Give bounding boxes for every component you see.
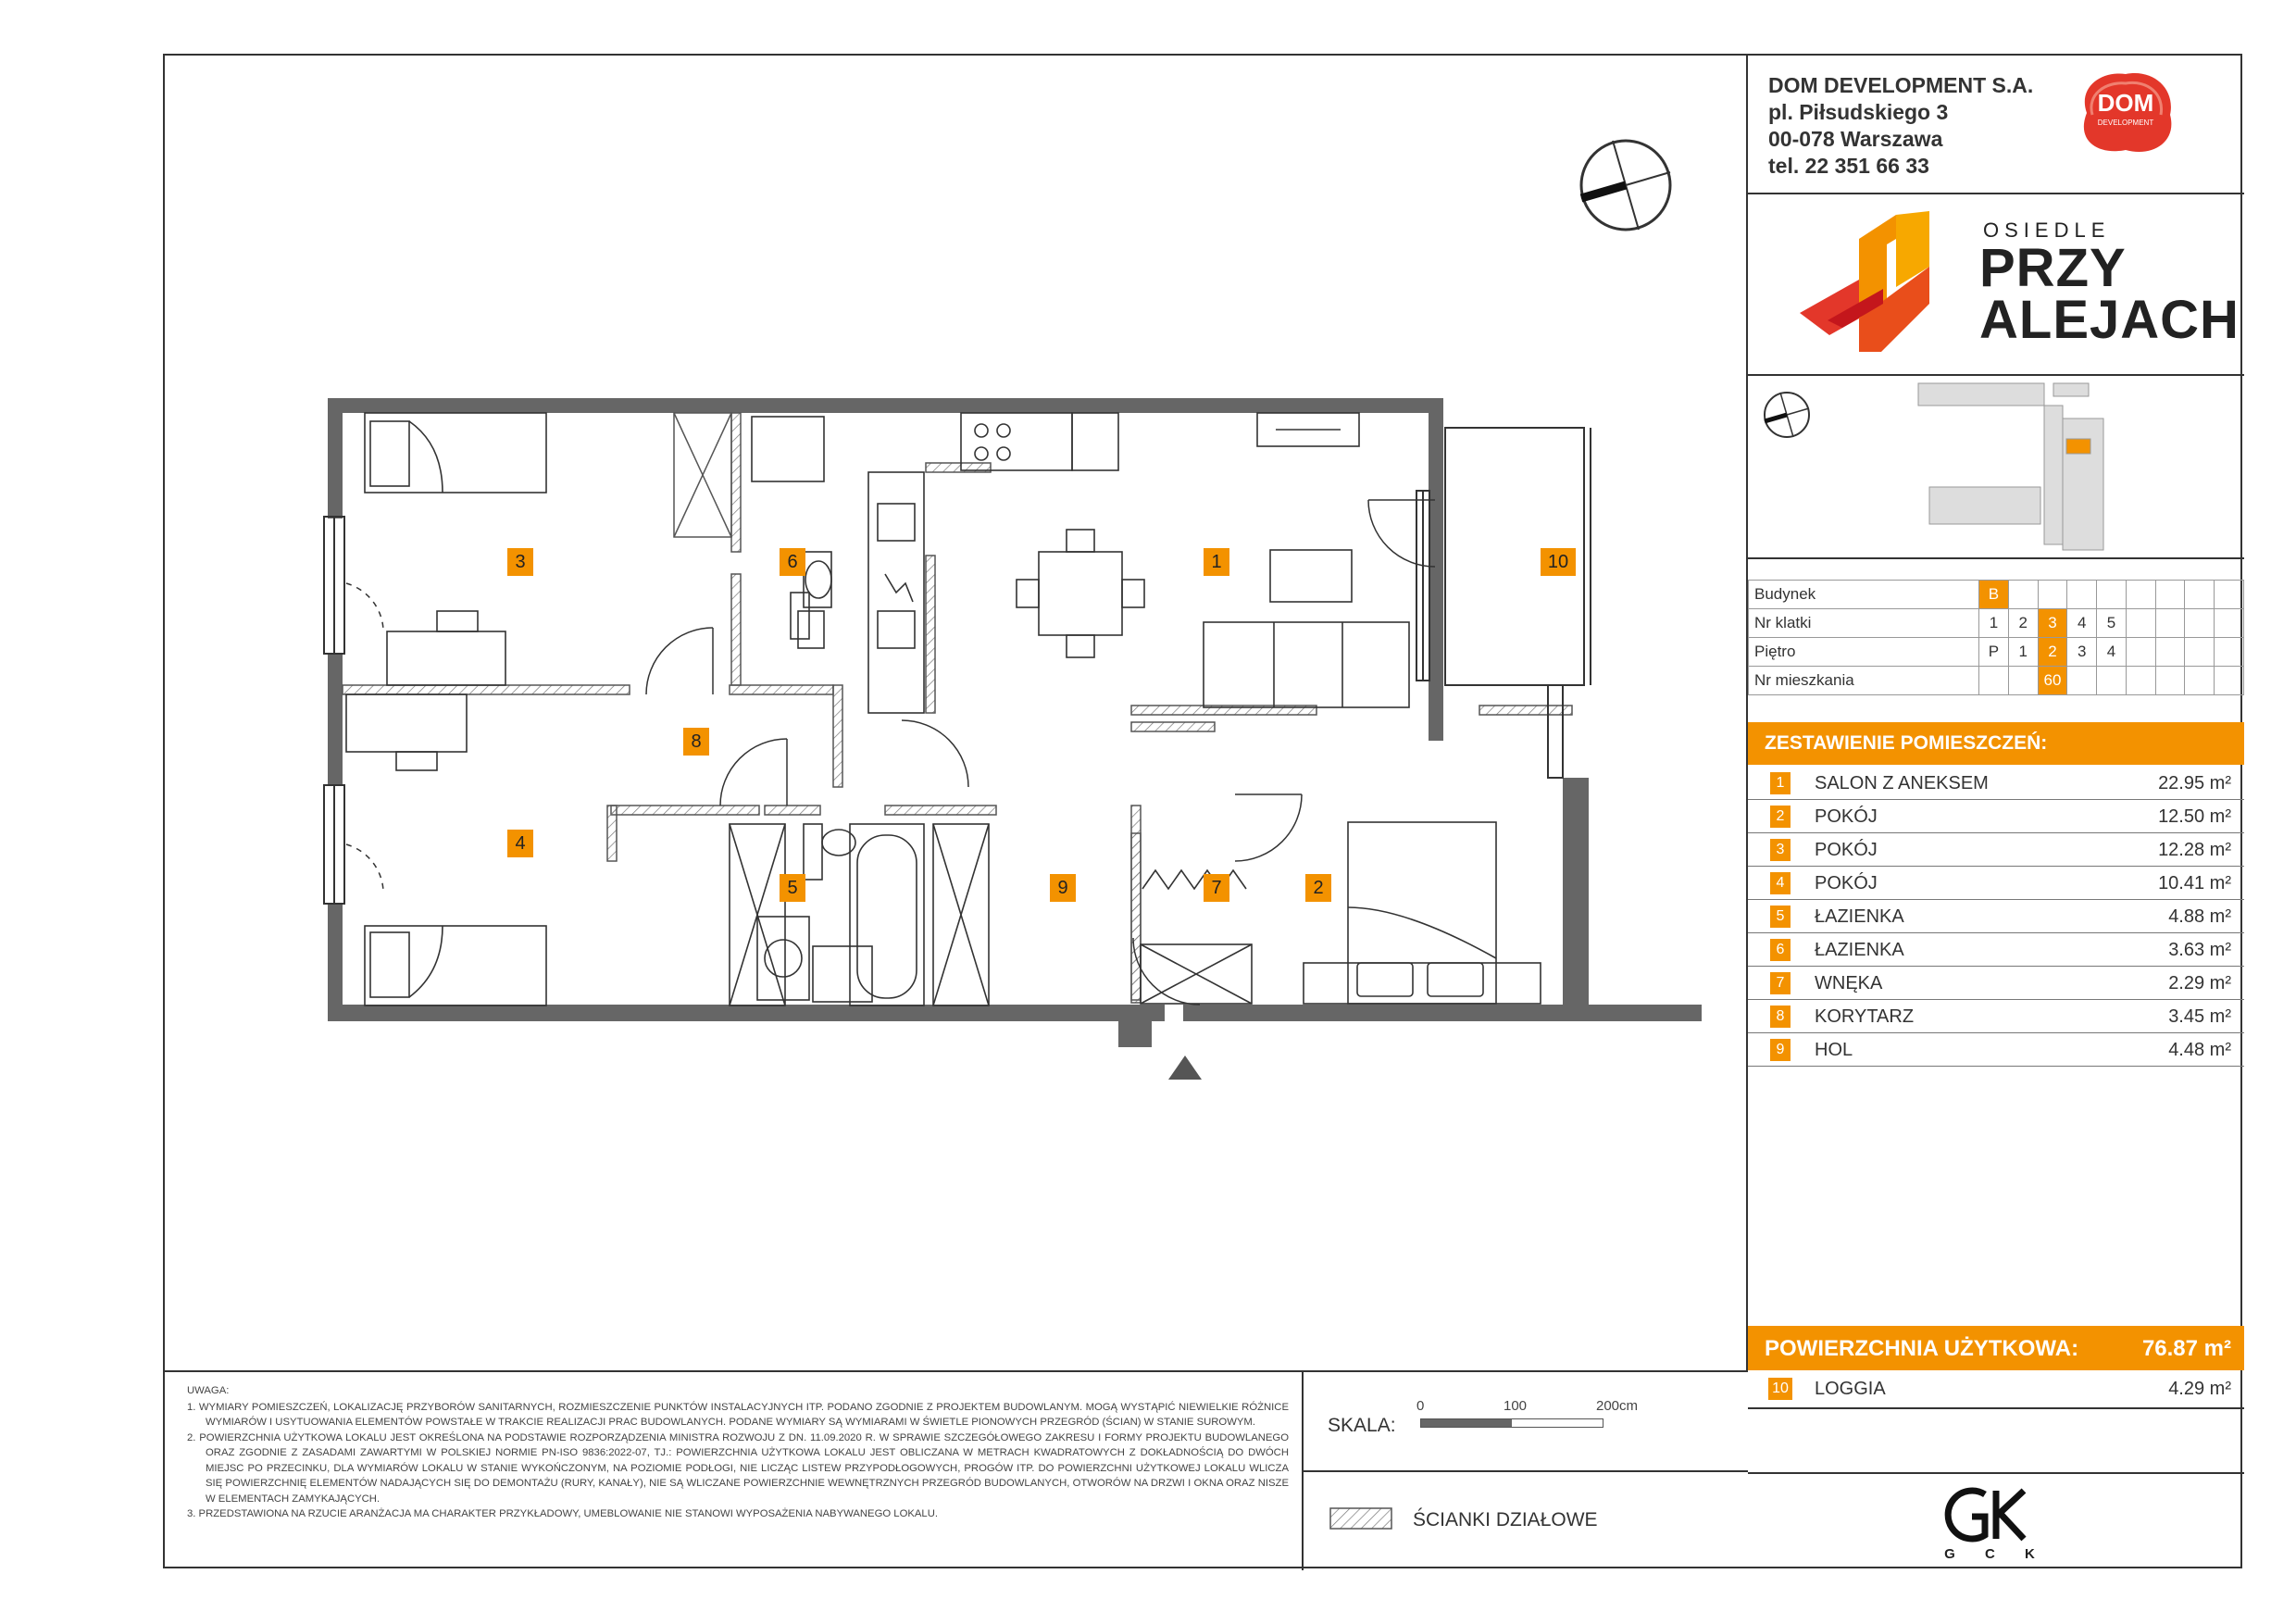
project-logo-box <box>1748 193 2244 376</box>
company-header <box>1748 56 2244 194</box>
notes-title: UWAGA: <box>187 1385 230 1396</box>
dom-development-logo <box>2074 69 2177 156</box>
plan-label-4: 4 <box>507 830 533 857</box>
room-area: 12.50 m² <box>2158 806 2231 827</box>
klatka-4: 4 <box>2067 609 2097 638</box>
pietro-label: Piętro <box>1749 638 1979 667</box>
pietro-4: 4 <box>2097 638 2127 667</box>
bathroom-5-fixtures <box>757 824 989 1006</box>
legend-box <box>1304 1472 1748 1570</box>
klatka-2: 2 <box>2008 609 2038 638</box>
total-area-row <box>1748 1326 2244 1370</box>
room-number: 4 <box>1770 872 1791 894</box>
room-name: WNĘKA <box>1815 973 1883 993</box>
company-name: DOM DEVELOPMENT S.A. <box>1768 73 2034 97</box>
room-number: 9 <box>1770 1039 1791 1061</box>
legend-label: ŚCIANKI DZIAŁOWE <box>1413 1509 1598 1530</box>
klatka-1: 1 <box>1979 609 2009 638</box>
room-area: 10.41 m² <box>2158 873 2231 893</box>
room-row <box>1748 900 2244 933</box>
plan-label-7: 7 <box>1204 874 1229 902</box>
klatka-5: 5 <box>2097 609 2127 638</box>
row-budynek <box>1749 581 2244 609</box>
room-name: KORYTARZ <box>1815 1006 1915 1027</box>
project-line-2: PRZY <box>1979 238 2127 298</box>
budynek-value: B <box>1979 581 2009 609</box>
range-hood <box>1257 413 1359 446</box>
room-row <box>1748 1033 2244 1067</box>
room-row <box>1748 867 2244 900</box>
plan-label-9: 9 <box>1050 874 1076 902</box>
sofa-living <box>1204 550 1409 707</box>
dining-table <box>1017 530 1144 657</box>
total-area-label: POWIERZCHNIA UŻYTKOWA: <box>1765 1336 2079 1361</box>
room-number: 3 <box>1770 839 1791 861</box>
entrance-arrow-icon <box>1168 1056 1202 1080</box>
bed-room-4 <box>365 926 546 1006</box>
room-name: POKÓJ <box>1815 840 1878 860</box>
room-number: 2 <box>1770 806 1791 828</box>
room-row <box>1748 1000 2244 1033</box>
note-item: 1. WYMIARY POMIESZCZEŃ, LOKALIZACJĘ PRZYBORÓW SANITARNYCH, ROZMIESZCZENIE PUNKTÓW INSTALACYJNYCH ITP. PODANO ZGODNIE Z PROJEKTEM BUDOWLANYM. MOGĄ WYSTĄPIĆ NIEWIELKIE RÓŻNICE WYMIARÓW I USYTUOWANIA ELEMENTÓW POWSTAŁE W TRAKCIE REALIZACJI PRAC BUDOWLANYCH. PODANE WYMIARY SĄ WYMIARAMI W ŚWIETLE PIONOWYCH PRZEGRÓD (ŚCIAN) W STANIE SUROWYM. <box>187 1401 1289 1428</box>
scale-tick-200: 200cm <box>1596 1398 1639 1414</box>
scale-box <box>1304 1370 1748 1472</box>
project-line-1: OSIEDLE <box>1983 219 2111 242</box>
row-klatka <box>1749 609 2244 638</box>
company-info <box>1768 72 2033 180</box>
room-name: ŁAZIENKA <box>1815 940 1904 960</box>
room-area: 2.29 m² <box>2168 973 2231 993</box>
scale-tick-0: 0 <box>1416 1398 1425 1414</box>
room-name: ŁAZIENKA <box>1815 906 1904 927</box>
room-area: 4.48 m² <box>2168 1040 2231 1060</box>
room-area: 4.88 m² <box>2168 906 2231 927</box>
gck-logo-box <box>1748 1472 2244 1572</box>
company-address-2: 00-078 Warszawa <box>1768 127 1943 151</box>
room-area: 22.95 m² <box>2158 773 2231 793</box>
room-row <box>1748 767 2244 800</box>
sheet-frame <box>163 54 2242 1568</box>
kitchen-counter <box>868 413 1118 713</box>
plan-label-6: 6 <box>780 548 805 576</box>
room-name: SALON Z ANEKSEM <box>1815 773 1989 793</box>
room-area: 3.63 m² <box>2168 940 2231 960</box>
scale-tick-100: 100 <box>1504 1398 1528 1414</box>
bathroom-6-fixtures <box>752 417 831 648</box>
plan-label-3: 3 <box>507 548 533 576</box>
project-logo-icon <box>1800 211 1966 359</box>
plan-label-8: 8 <box>683 728 709 756</box>
project-name <box>1979 219 2240 350</box>
room-number: 1 <box>1770 772 1791 794</box>
floor-plan-area <box>165 56 1748 1370</box>
klatka-label: Nr klatki <box>1749 609 1979 638</box>
project-line-3: ALEJACH <box>1979 290 2240 350</box>
room-row <box>1748 933 2244 967</box>
note-item: 2. POWIERZCHNIA UŻYTKOWA LOKALU JEST OKREŚLONA NA PODSTAWIE ROZPORZĄDZENIA MINISTRA ROZWOJU Z DN. 11.09.2020 R. W SPRAWIE SZCZEGÓŁOWEGO ZAKRESU I FORMY PROJEKTU BUDOWLANEGO ORAZ ZGODNIE Z ZASADAMI ZAWARTYMI W POLSKIEJ NORMIE PN-ISO 9836:2022-07, TJ.: POWIERZCHNIA UŻYTKOWA LOKALU JEST OBLICZANA W METRACH KWADRATOWYCH Z DOKŁADNOŚCIĄ DO DWÓCH MIEJSC PO PRZECINKU, DLA WYMIARÓW LOKALU W STANIE WYKOŃCZONYM, NA POZIOMIE PODŁOGI, NIE LICZĄC LISTEW PRZYPODŁOGOWYCH, PROGÓW ITP. DO POWIERZCHNI UŻYTKOWEJ LOKALU WLICZA SIĘ POWIERZCHNIĘ ELEMENTÓW NADAJĄCYCH SIĘ DO DEMONTAŻU (RURY, KANAŁY), NIE SĄ WLICZANE POWIERZCHNIE WEWNĘTRZNYCH PRZEGRÓD BUDOWLANYCH, OTWORÓW NA DRZWI I OKNA ORAZ NISZE W ELEMENTACH ZAMYKAJĄCYCH. <box>187 1431 1289 1505</box>
room-name: POKÓJ <box>1815 873 1878 893</box>
klatka-3-selected: 3 <box>2038 609 2067 638</box>
room-number: 5 <box>1770 906 1791 928</box>
pietro-2-selected: 2 <box>2038 638 2067 667</box>
unit-info-table <box>1748 580 2244 695</box>
room-row <box>1748 800 2244 833</box>
desk-room-3 <box>387 611 505 685</box>
loggia-number: 10 <box>1768 1378 1792 1400</box>
key-plan <box>1748 374 2244 559</box>
budynek-label: Budynek <box>1749 581 1979 609</box>
loggia-area: 4.29 m² <box>2168 1379 2231 1399</box>
hatch-swatch-icon <box>1329 1507 1394 1531</box>
floor-plan <box>165 56 1746 1368</box>
desk-room-4 <box>346 694 467 770</box>
notes-box <box>165 1370 1304 1570</box>
rooms-header: ZESTAWIENIE POMIESZCZEŃ: <box>1748 722 2244 765</box>
bed-room-2 <box>1304 822 1541 1004</box>
logo-text-development: DEVELOPMENT <box>2097 119 2154 127</box>
room-number: 7 <box>1770 972 1791 994</box>
pietro-3: 3 <box>2067 638 2097 667</box>
plan-label-2: 2 <box>1305 874 1331 902</box>
gck-letters: G C K <box>1944 1546 2048 1562</box>
partition-walls <box>343 413 1215 1003</box>
row-pietro <box>1749 638 2244 667</box>
plan-label-1: 1 <box>1204 548 1229 576</box>
room-number: 8 <box>1770 1006 1791 1028</box>
logo-text-dom: DOM <box>2097 89 2154 117</box>
keyplan-compass-icon <box>1765 393 1809 437</box>
hall-walls <box>1131 706 1572 1000</box>
compass-top-icon <box>1581 141 1670 230</box>
company-address-1: pl. Piłsudskiego 3 <box>1768 100 1949 124</box>
room-name: POKÓJ <box>1815 806 1878 827</box>
room-name: HOL <box>1815 1040 1853 1060</box>
room-area: 12.28 m² <box>2158 840 2231 860</box>
row-mieszkanie <box>1749 667 2244 695</box>
scale-label: SKALA: <box>1328 1415 1396 1436</box>
notes-text <box>187 1383 1289 1522</box>
pietro-1: 1 <box>2008 638 2038 667</box>
mieszkanie-value: 60 <box>2038 667 2067 695</box>
mieszkanie-label: Nr mieszkania <box>1749 667 1979 695</box>
room-row <box>1748 967 2244 1000</box>
loggia-name: LOGGIA <box>1815 1379 1886 1399</box>
room-area: 3.45 m² <box>2168 1006 2231 1027</box>
loggia-row <box>1748 1370 2244 1409</box>
key-plan-map <box>1748 374 2244 556</box>
total-area-value: 76.87 m² <box>2141 1336 2231 1361</box>
sidebar <box>1748 56 2244 1570</box>
company-phone: tel. 22 351 66 33 <box>1768 154 1929 178</box>
room-row <box>1748 833 2244 867</box>
note-item: 3. PRZEDSTAWIONA NA RZUCIE ARANŻACJA MA CHARAKTER PRZYKŁADOWY, UMEBLOWANIE NIE STANOWI WYPOSAŻENIA NABYWANEGO LOKALU. <box>187 1508 939 1519</box>
wardrobe-niche-7 <box>1141 870 1252 1004</box>
pietro-p: P <box>1979 638 2009 667</box>
plan-label-5: 5 <box>780 874 805 902</box>
bed-room-3 <box>365 413 546 493</box>
scale-bar <box>1420 1418 1603 1428</box>
room-number: 6 <box>1770 939 1791 961</box>
plan-label-10: 10 <box>1541 548 1576 576</box>
